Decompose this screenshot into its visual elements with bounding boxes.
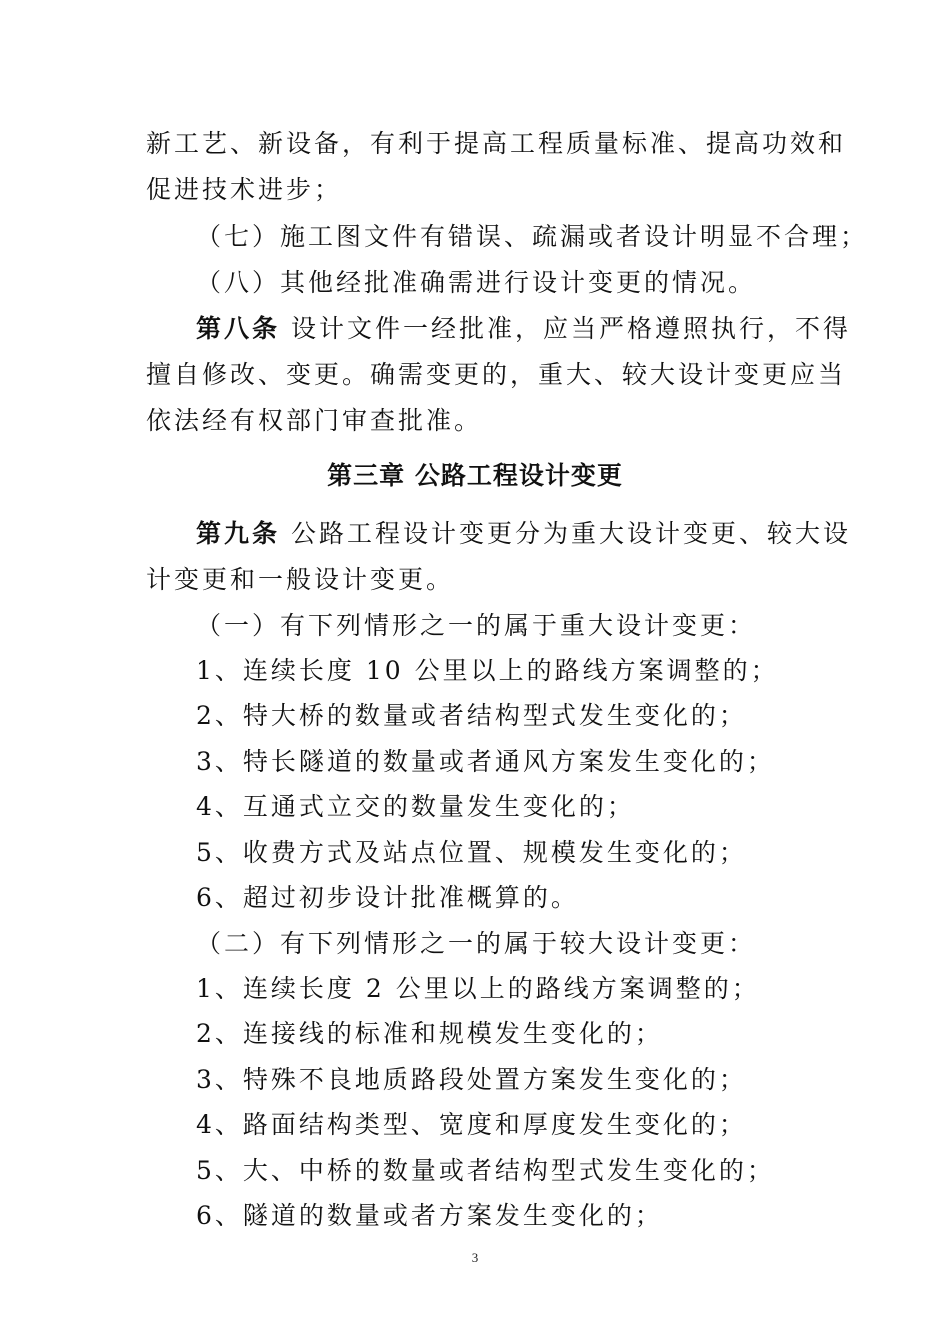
article-9-line [196, 518, 851, 550]
list-item: 5、收费方式及站点位置、规模发生变化的； [196, 838, 747, 867]
chapter-heading: 第三章 公路工程设计变更 [327, 461, 623, 490]
list-item: （八）其他经批准确需进行设计变更的情况。 [196, 268, 757, 297]
article-8-line [196, 313, 851, 345]
list-item: 1、连续长度 2 公里以上的路线方案调整的； [196, 974, 760, 1003]
list-item: 1、连续长度 10 公里以上的路线方案调整的； [196, 656, 779, 685]
article-8-label: 第八条 [196, 314, 281, 343]
article-9-label: 第九条 [196, 519, 281, 548]
list-item: 2、连接线的标准和规模发生变化的； [196, 1019, 663, 1048]
list-item: 3、特长隧道的数量或者通风方案发生变化的； [196, 747, 775, 776]
paragraph-line: 新工艺、新设备，有利于提高工程质量标准、提高功效和 [146, 129, 847, 158]
list-item: 6、隧道的数量或者方案发生变化的； [196, 1201, 663, 1230]
paragraph-line: 依法经有权部门审查批准。 [146, 406, 483, 435]
list-item: （七）施工图文件有错误、疏漏或者设计明显不合理； [196, 222, 869, 251]
larger-change-intro: （二）有下列情形之一的属于较大设计变更： [196, 929, 757, 958]
list-item: 6、超过初步设计批准概算的。 [196, 883, 579, 912]
list-item: 4、路面结构类型、宽度和厚度发生变化的； [196, 1110, 747, 1139]
page-number: 3 [471, 1250, 479, 1265]
list-item: 4、互通式立交的数量发生变化的； [196, 792, 635, 821]
article-9-text: 公路工程设计变更分为重大设计变更、较大设 [290, 519, 851, 548]
paragraph-line: 擅自修改、变更。确需变更的，重大、较大设计变更应当 [146, 360, 847, 389]
list-item: 3、特殊不良地质路段处置方案发生变化的； [196, 1065, 747, 1094]
list-item: 2、特大桥的数量或者结构型式发生变化的； [196, 701, 747, 730]
list-item: 5、大、中桥的数量或者结构型式发生变化的； [196, 1156, 775, 1185]
major-change-intro: （一）有下列情形之一的属于重大设计变更： [196, 611, 757, 640]
article-8-text: 设计文件一经批准，应当严格遵照执行，不得 [290, 314, 851, 343]
paragraph-line: 促进技术进步； [146, 175, 343, 204]
paragraph-line: 计变更和一般设计变更。 [146, 565, 455, 594]
